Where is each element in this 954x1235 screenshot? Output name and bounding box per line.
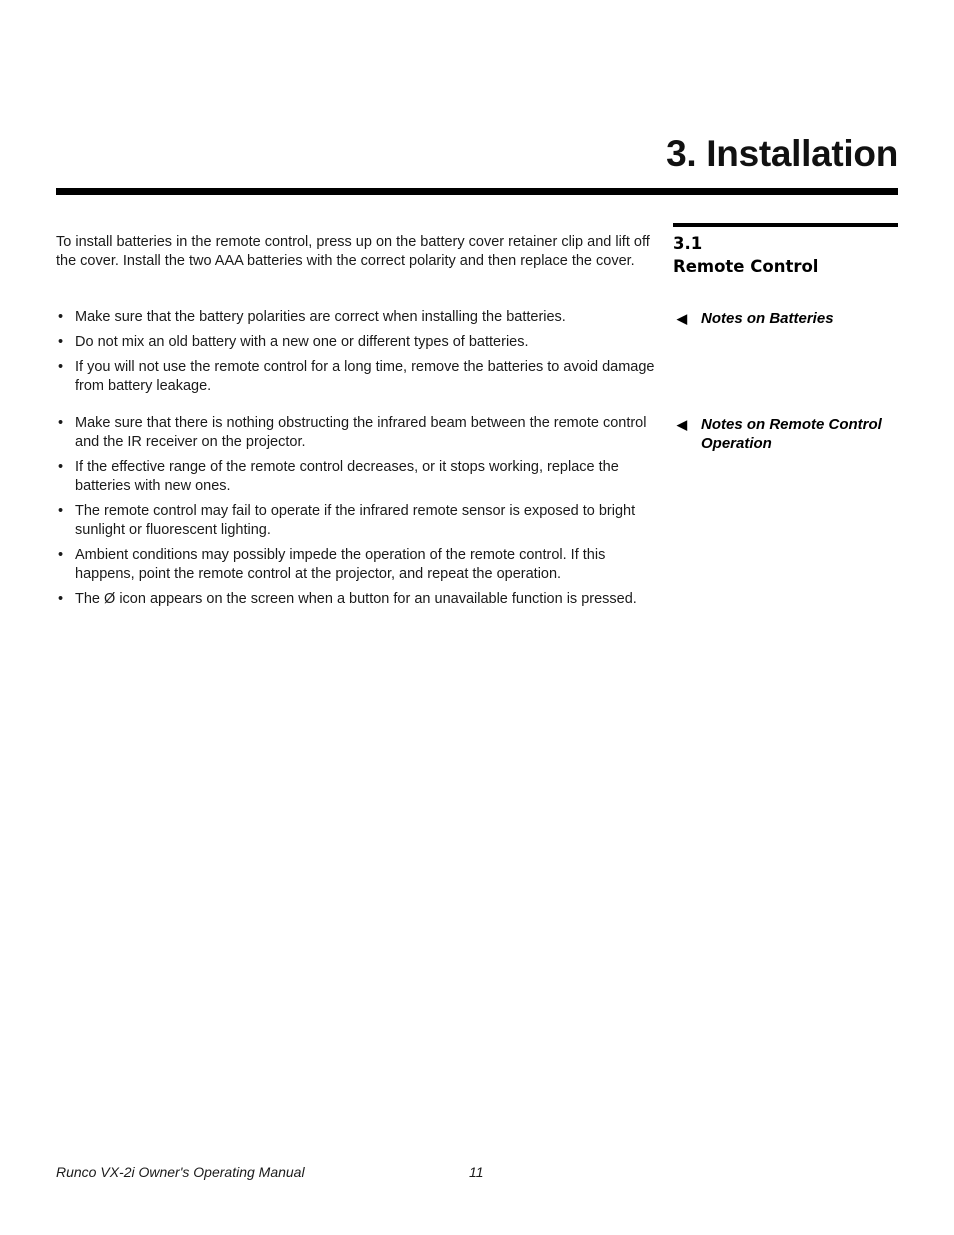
left-triangle-icon: ◀ <box>677 311 687 326</box>
intro-paragraph: To install batteries in the remote control, press up on the battery cover retainer clip and lift off the cover. Install the two AAA batteries with the correct polarity and then replace the cover. <box>56 234 650 269</box>
notes-on-batteries-label: Notes on Batteries <box>701 310 834 327</box>
bullet-icon: • <box>58 309 64 325</box>
section-heading <box>673 232 898 278</box>
bullet-icon: • <box>58 459 64 475</box>
list-item-text: Make sure that the battery polarities are correct when installing the batteries. <box>75 309 566 325</box>
bullet-icon: • <box>58 359 64 375</box>
section-rule <box>673 223 898 227</box>
list-item-text: Ambient conditions may possibly impede the operation of the remote control. If this happens, point the remote control at the projector, and repeat the operation. <box>75 547 606 582</box>
list-item <box>56 308 661 327</box>
notes-on-remote-operation-label: Notes on Remote Control Operation <box>701 416 882 452</box>
notes-on-remote-operation-heading <box>677 415 899 453</box>
list-item <box>56 414 661 452</box>
list-item-text: If the effective range of the remote control decreases, or it stops working, replace the batteries with new ones. <box>75 459 619 494</box>
list-item-text: Make sure that there is nothing obstructing the infrared beam between the remote control and the IR receiver on the projector. <box>75 415 647 450</box>
bullet-icon: • <box>58 591 64 607</box>
list-item <box>56 333 661 352</box>
section-title: Remote Control <box>673 257 819 276</box>
left-triangle-icon: ◀ <box>677 417 687 432</box>
battery-notes-list <box>56 308 661 402</box>
list-item-text: The remote control may fail to operate if the infrared remote sensor is exposed to bright sunlight or fluorescent lighting. <box>75 503 636 538</box>
footer-manual-title: Runco VX-2i Owner's Operating Manual <box>56 1164 305 1180</box>
list-item <box>56 458 661 496</box>
section-number: 3.1 <box>673 234 703 253</box>
operation-notes-list <box>56 414 661 615</box>
list-item-text: If you will not use the remote control for a long time, remove the batteries to avoid damage from battery leakage. <box>75 359 655 394</box>
list-item <box>56 502 661 540</box>
list-item-text: The Ø icon appears on the screen when a button for an unavailable function is pressed. <box>75 591 637 607</box>
title-rule <box>56 188 898 195</box>
bullet-icon: • <box>58 334 64 350</box>
notes-on-batteries-heading <box>677 309 899 328</box>
list-item-text: Do not mix an old battery with a new one or different types of batteries. <box>75 334 529 350</box>
bullet-icon: • <box>58 547 64 563</box>
bullet-icon: • <box>58 415 64 431</box>
footer-page-number: 11 <box>469 1164 484 1180</box>
chapter-title: 3. Installation <box>666 133 898 174</box>
list-item <box>56 546 661 584</box>
list-item <box>56 590 661 609</box>
bullet-icon: • <box>58 503 64 519</box>
list-item <box>56 358 661 396</box>
